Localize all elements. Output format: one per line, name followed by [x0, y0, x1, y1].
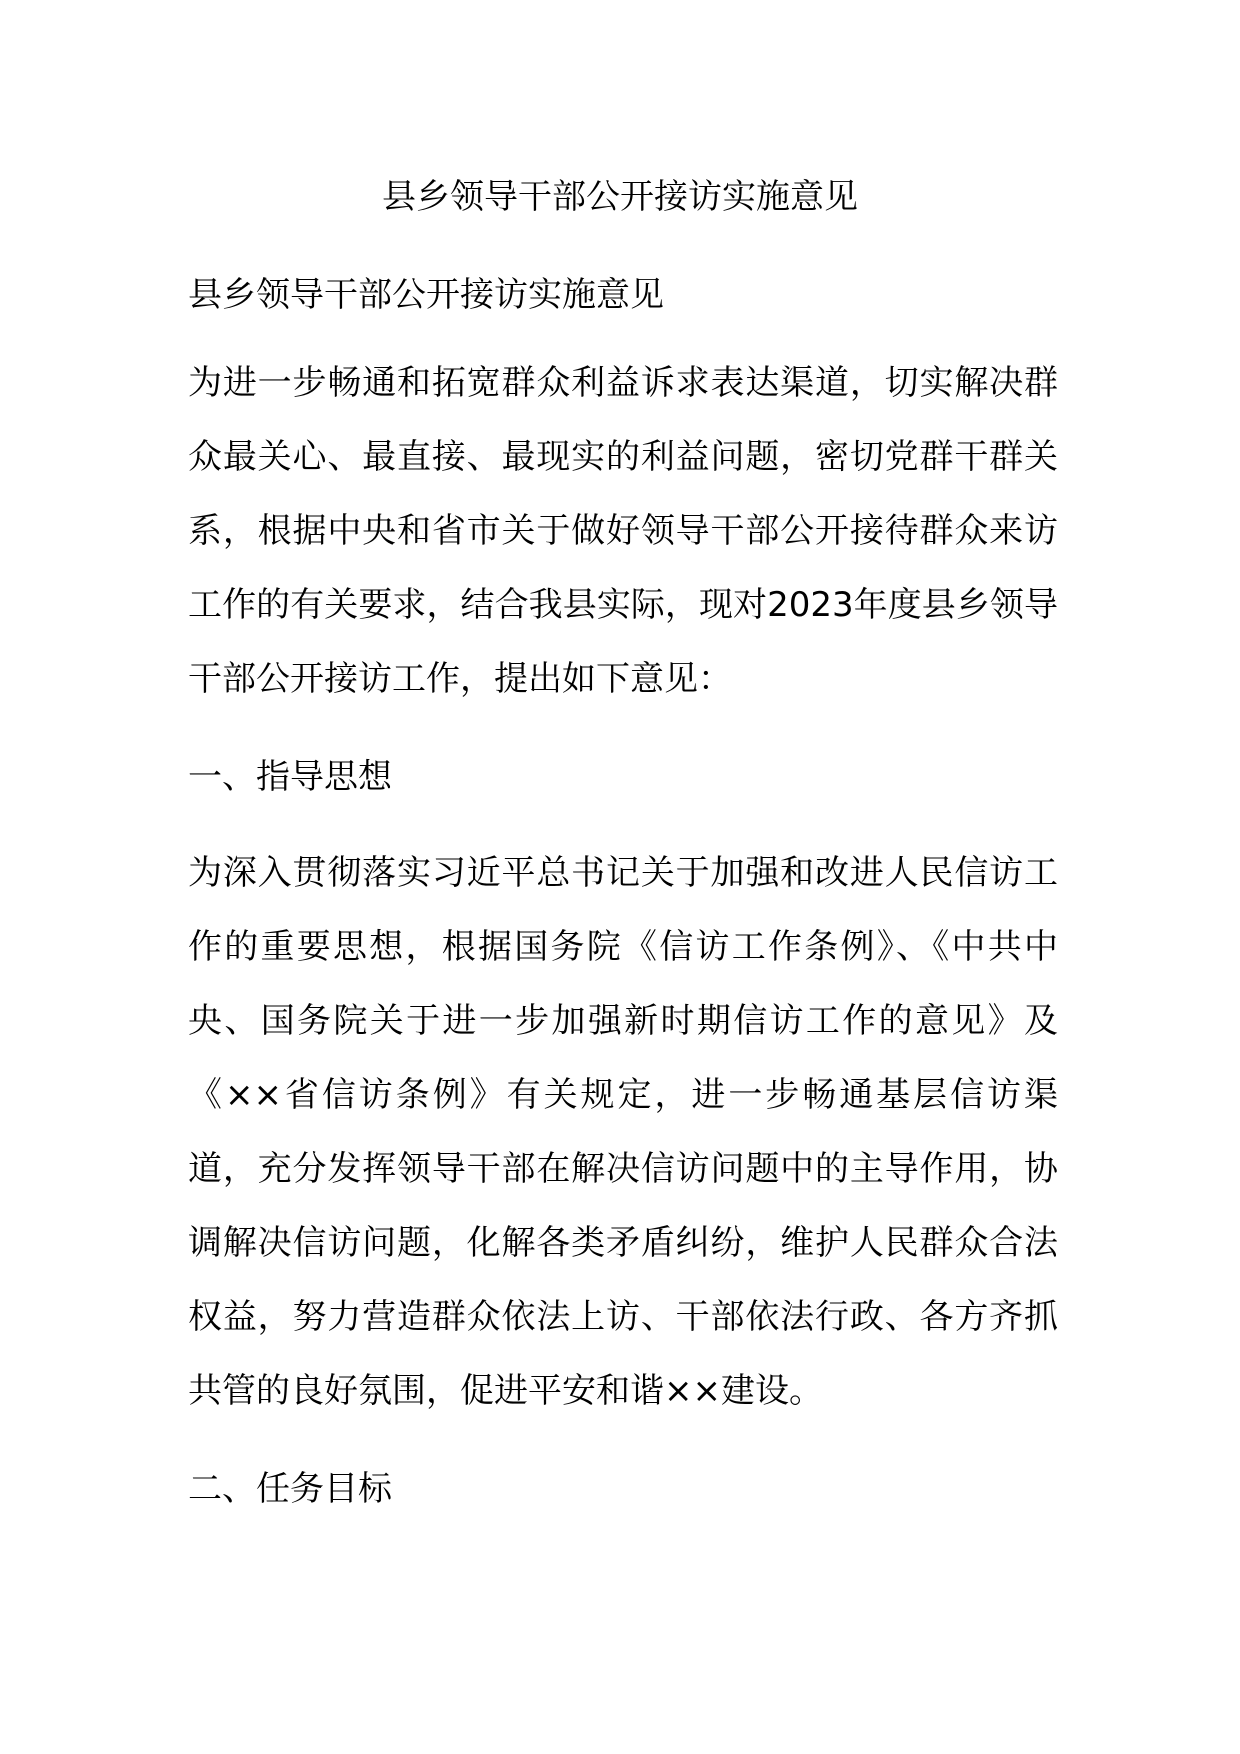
intro-paragraph: 为进一步畅通和拓宽群众利益诉求表达渠道，切实解决群众最关心、最直接、最现实的利益问题，密切党群干群关系，根据中央和省市关于做好领导干部公开接待群众来访工作的有关要求，结合我县实际，现对2023年度县乡领导干部公开接访工作，提出如下意见：: [188, 363, 1058, 699]
section-heading-task-goals: 二、任务目标: [188, 1469, 392, 1509]
document-title: 县乡领导干部公开接访实施意见: [382, 177, 858, 217]
section-heading-guiding-ideology: 一、指导思想: [188, 757, 392, 797]
section-paragraph-guiding-ideology: 为深入贯彻落实习近平总书记关于加强和改进人民信访工作的重要思想，根据国务院《信访工作条例》、《中共中央、国务院关于进一步加强新时期信访工作的意见》及《××省信访条例》有关规定，进一步畅通基层信访渠道，充分发挥领导干部在解决信访问题中的主导作用，协调解决信访问题，化解各类矛盾纠纷，维护人民群众合法权益，努力营造群众依法上访、干部依法行政、各方齐抓共管的良好氛围，促进平安和谐××建设。: [188, 853, 1058, 1411]
document-subtitle: 县乡领导干部公开接访实施意见: [188, 275, 664, 315]
